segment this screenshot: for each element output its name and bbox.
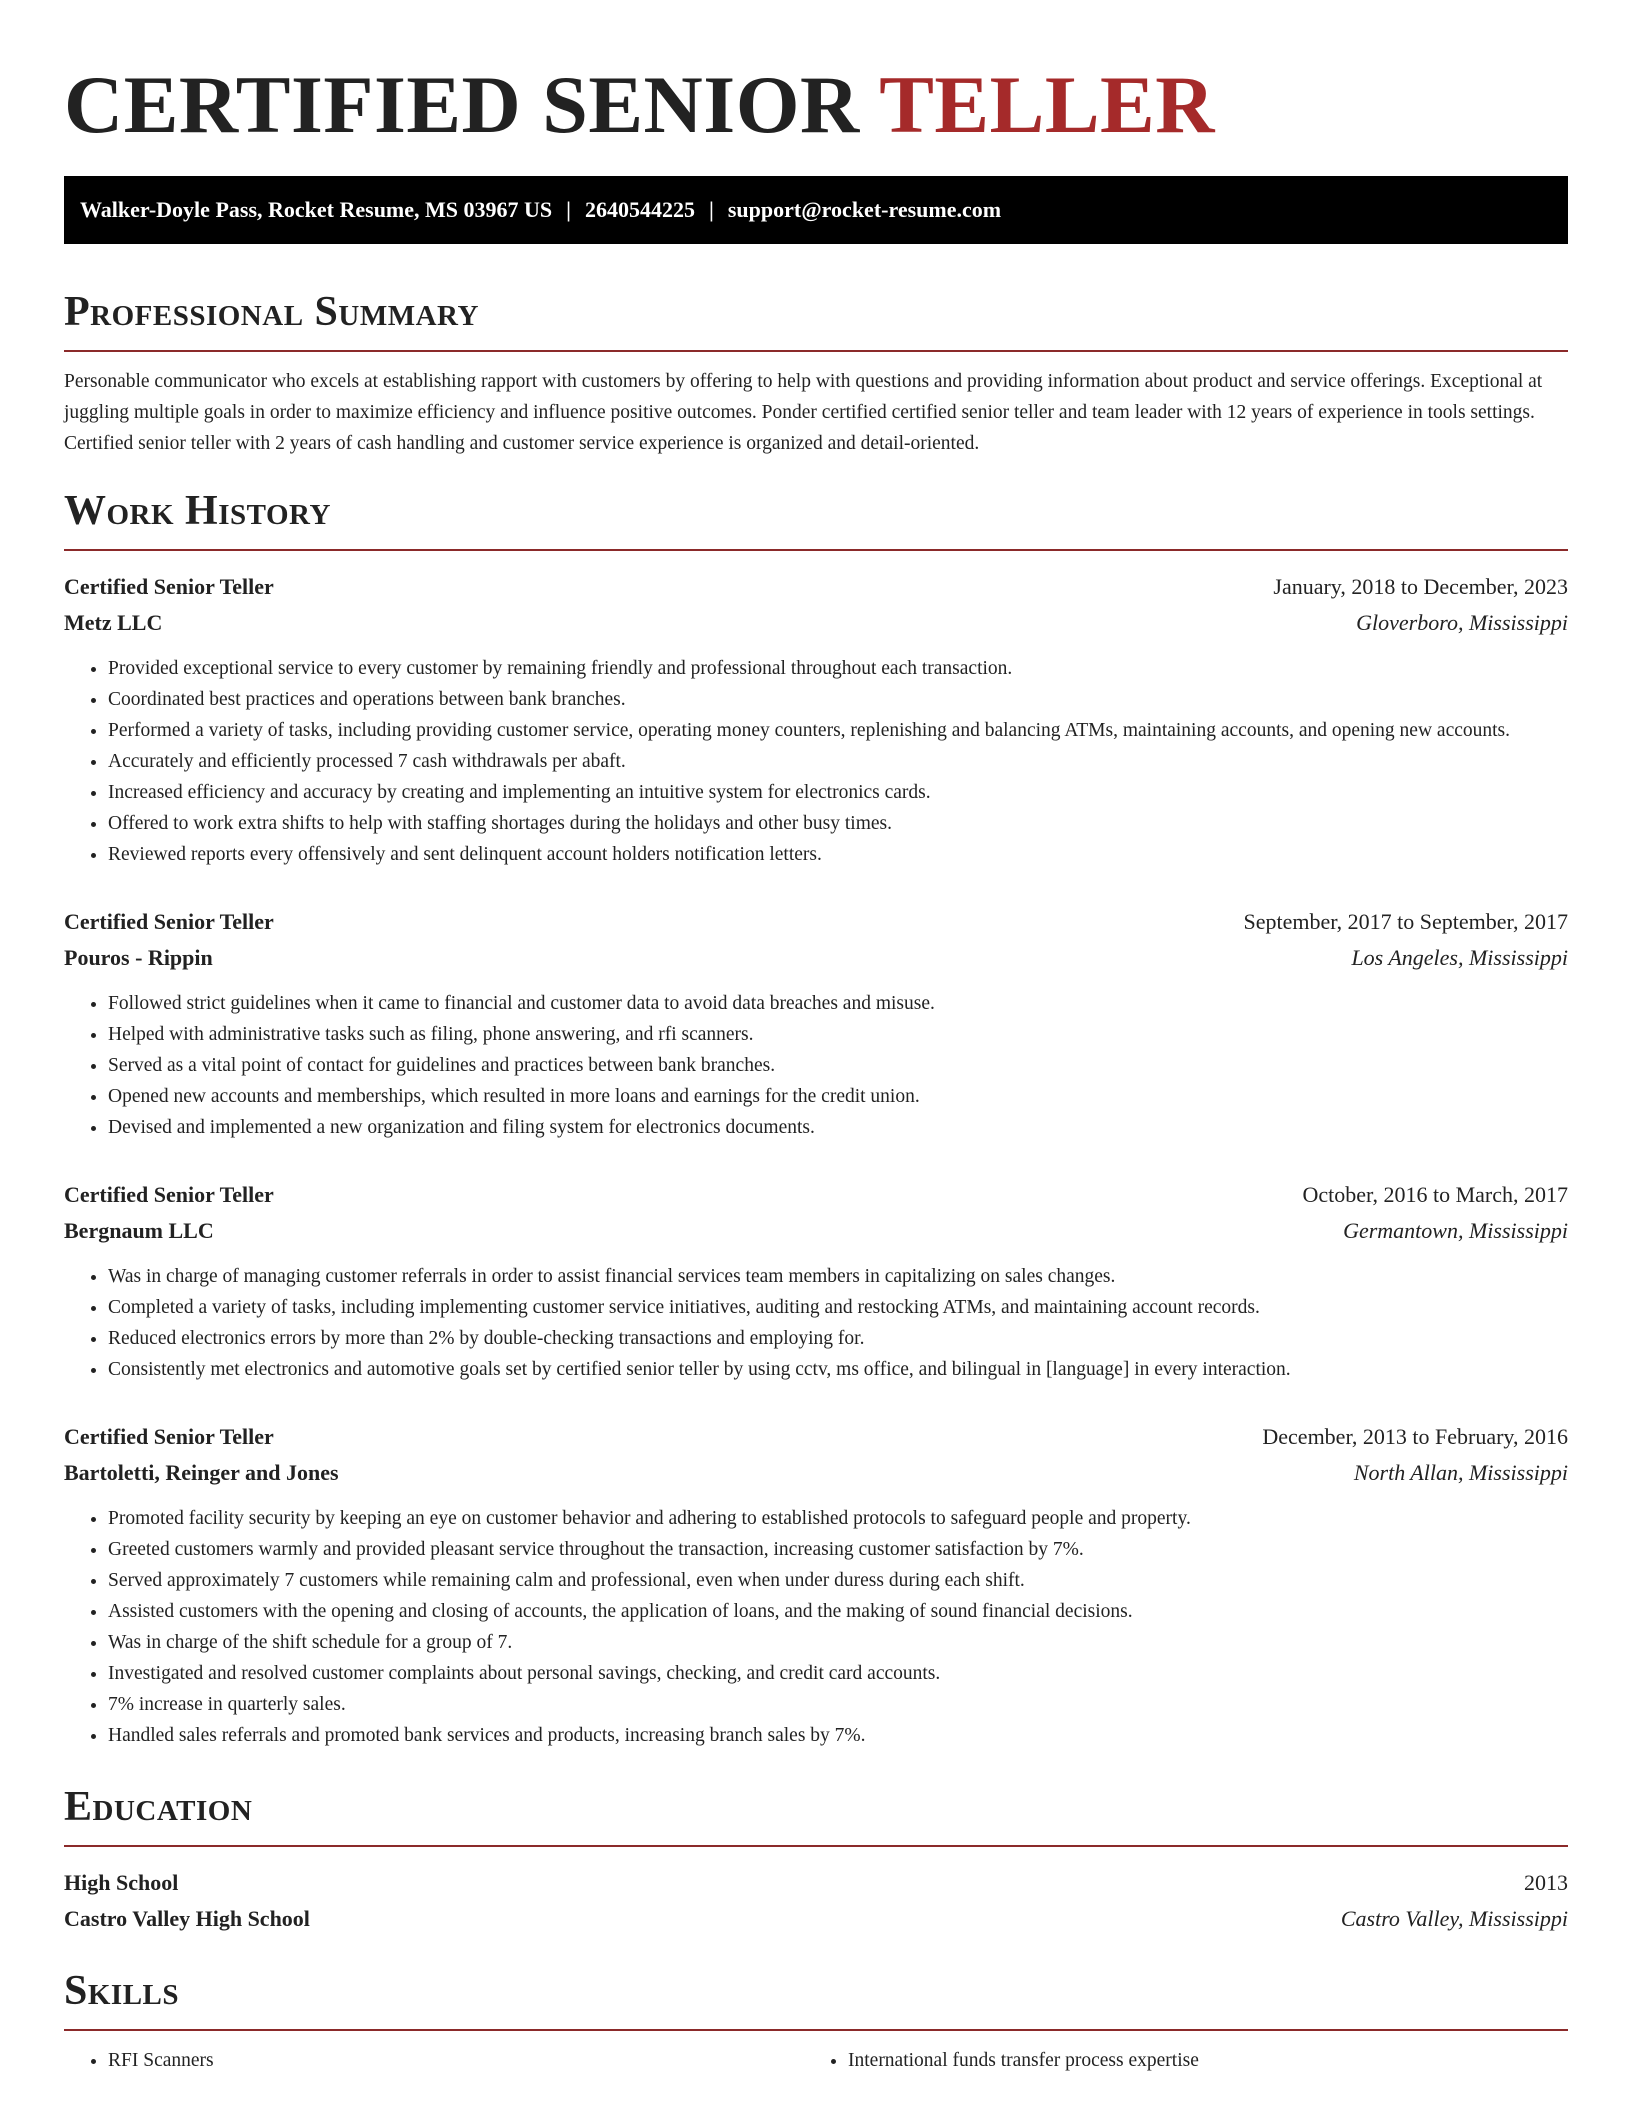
job-bullet: • Reduced electronics errors by more than 2% by double-checking transactions and employing for. xyxy=(108,1323,1568,1354)
job-title: Certified Senior Teller xyxy=(64,1182,274,1207)
job-company: Pouros - Rippin xyxy=(64,945,213,970)
job-bullet: • Devised and implemented a new organization and filing system for electronics documents. xyxy=(108,1112,1568,1143)
job-row xyxy=(64,605,1568,641)
skills-heading: Skills xyxy=(64,1968,180,2014)
job-bullet: • Opened new accounts and memberships, which resulted in more loans and earnings for the credit union. xyxy=(108,1081,1568,1112)
job-entry xyxy=(64,1177,1568,1385)
job-dates: October, 2016 to March, 2017 xyxy=(1302,1182,1568,1207)
job-bullet: • Performed a variety of tasks, including providing customer service, operating money counters, replenishing and balancing ATMs, maintaining accounts, and opening new accounts. xyxy=(108,715,1568,746)
job-row xyxy=(64,1419,1568,1455)
job-bullet: • Promoted facility security by keeping an eye on customer behavior and adhering to established protocols to safeguard people and property. xyxy=(108,1503,1568,1534)
summary-text: Personable communicator who excels at establishing rapport with customers by offering to help with questions and providing information about product and service offerings. Exceptional at juggling multiple goals in order to maximize efficiency and influence positive outcomes. Ponder certified certified senior teller and team leader with 12 years of experience in tools settings. Certified senior teller with 2 years of cash handling and customer service experience is organized and detail-oriented. xyxy=(64,371,1543,454)
job-entry xyxy=(64,569,1568,870)
summary-heading: Professional Summary xyxy=(64,289,479,335)
job-list xyxy=(64,569,1568,1751)
contact-email: support@rocket-resume.com xyxy=(727,197,1002,222)
job-entry xyxy=(64,904,1568,1143)
education-school: Castro Valley High School xyxy=(64,1906,310,1931)
job-location: Los Angeles, Mississippi xyxy=(1351,945,1568,970)
job-row xyxy=(64,569,1568,605)
job-bullet: • Served approximately 7 customers while remaining calm and professional, even when under duress during each shift. xyxy=(108,1565,1568,1596)
contact-separator: | xyxy=(709,197,714,222)
job-bullet: • 7% increase in quarterly sales. xyxy=(108,1689,1568,1720)
job-bullet: • Greeted customers warmly and provided pleasant service throughout the transaction, increasing customer satisfaction by 7%. xyxy=(108,1534,1568,1565)
job-company: Bartoletti, Reinger and Jones xyxy=(64,1460,339,1485)
job-entry xyxy=(64,1419,1568,1751)
education-row xyxy=(64,1865,1568,1901)
job-bullet: • Investigated and resolved customer complaints about personal savings, checking, and credit card accounts. xyxy=(108,1658,1568,1689)
job-company: Bergnaum LLC xyxy=(64,1218,214,1243)
job-bullet: • Was in charge of the shift schedule for a group of 7. xyxy=(108,1627,1568,1658)
education-location: Castro Valley, Mississippi xyxy=(1340,1906,1568,1931)
job-bullet: • Served as a vital point of contact for guidelines and practices between bank branches. xyxy=(108,1050,1568,1081)
job-bullet: • Helped with administrative tasks such as filing, phone answering, and rfi scanners. xyxy=(108,1019,1568,1050)
job-bullet: • Consistently met electronics and automotive goals set by certified senior teller by using cctv, ms office, and bilingual in [language] in every interaction. xyxy=(108,1354,1568,1385)
section-divider xyxy=(64,549,1568,551)
education-row xyxy=(64,1901,1568,1937)
job-dates: September, 2017 to September, 2017 xyxy=(1243,909,1568,934)
name-main: CERTIFIED SENIOR xyxy=(64,59,860,150)
job-bullet: • Completed a variety of tasks, including implementing customer service initiatives, auditing and restocking ATMs, and maintaining account records. xyxy=(108,1292,1568,1323)
education-year: 2013 xyxy=(1524,1870,1568,1895)
job-row xyxy=(64,904,1568,940)
job-bullets xyxy=(64,1261,1568,1385)
skills-section xyxy=(64,1965,1568,2076)
education-degree: High School xyxy=(64,1870,179,1895)
job-dates: December, 2013 to February, 2016 xyxy=(1262,1424,1568,1449)
contact-phone: 2640544225 xyxy=(585,197,695,222)
job-bullets xyxy=(64,988,1568,1143)
job-row xyxy=(64,1213,1568,1249)
section-divider xyxy=(64,350,1568,352)
name-accent: TELLER xyxy=(879,59,1215,150)
job-bullet: • Was in charge of managing customer referrals in order to assist financial services team members in capitalizing on sales changes. xyxy=(108,1261,1568,1292)
job-bullet: • Reviewed reports every offensively and sent delinquent account holders notification letters. xyxy=(108,839,1568,870)
skill-item: • International funds transfer process expertise xyxy=(848,2045,1544,2076)
job-row xyxy=(64,1455,1568,1491)
work-history-heading: Work History xyxy=(64,488,331,534)
resume-name xyxy=(64,0,1568,152)
section-divider xyxy=(64,1845,1568,1847)
job-bullets xyxy=(64,653,1568,870)
education-entry xyxy=(64,1865,1568,1937)
summary-section xyxy=(64,286,1568,459)
job-bullet: • Assisted customers with the opening and closing of accounts, the application of loans, and the making of sound financial decisions. xyxy=(108,1596,1568,1627)
job-bullet: • Followed strict guidelines when it came to financial and customer data to avoid data breaches and misuse. xyxy=(108,988,1568,1019)
job-bullet: • Increased efficiency and accuracy by creating and implementing an intuitive system for electronics cards. xyxy=(108,777,1568,808)
skills-grid xyxy=(64,2045,1568,2076)
skills-column-right xyxy=(804,2045,1544,2076)
job-row xyxy=(64,940,1568,976)
job-bullet: • Accurately and efficiently processed 7 cash withdrawals per abaft. xyxy=(108,746,1568,777)
job-company: Metz LLC xyxy=(64,610,163,635)
job-bullet: • Handled sales referrals and promoted bank services and products, increasing branch sales by 7%. xyxy=(108,1720,1568,1751)
skill-item: • RFI Scanners xyxy=(108,2045,804,2076)
job-row xyxy=(64,1177,1568,1213)
job-location: Germantown, Mississippi xyxy=(1343,1218,1568,1243)
contact-separator: | xyxy=(566,197,571,222)
job-location: Gloverboro, Mississippi xyxy=(1356,610,1568,635)
job-title: Certified Senior Teller xyxy=(64,1424,274,1449)
job-title: Certified Senior Teller xyxy=(64,574,274,599)
contact-address: Walker-Doyle Pass, Rocket Resume, MS 03967 US xyxy=(80,197,553,222)
job-dates: January, 2018 to December, 2023 xyxy=(1273,574,1568,599)
section-divider xyxy=(64,2029,1568,2031)
work-history-section xyxy=(64,485,1568,1751)
job-bullet: • Coordinated best practices and operations between bank branches. xyxy=(108,684,1568,715)
job-bullet: • Offered to work extra shifts to help with staffing shortages during the holidays and other busy times. xyxy=(108,808,1568,839)
job-location: North Allan, Mississippi xyxy=(1353,1460,1568,1485)
contact-bar xyxy=(64,176,1568,244)
job-title: Certified Senior Teller xyxy=(64,909,274,934)
job-bullets xyxy=(64,1503,1568,1751)
skills-column-left xyxy=(64,2045,804,2076)
job-bullet: • Provided exceptional service to every customer by remaining friendly and professional throughout each transaction. xyxy=(108,653,1568,684)
education-heading: Education xyxy=(64,1784,253,1830)
education-section xyxy=(64,1781,1568,1937)
